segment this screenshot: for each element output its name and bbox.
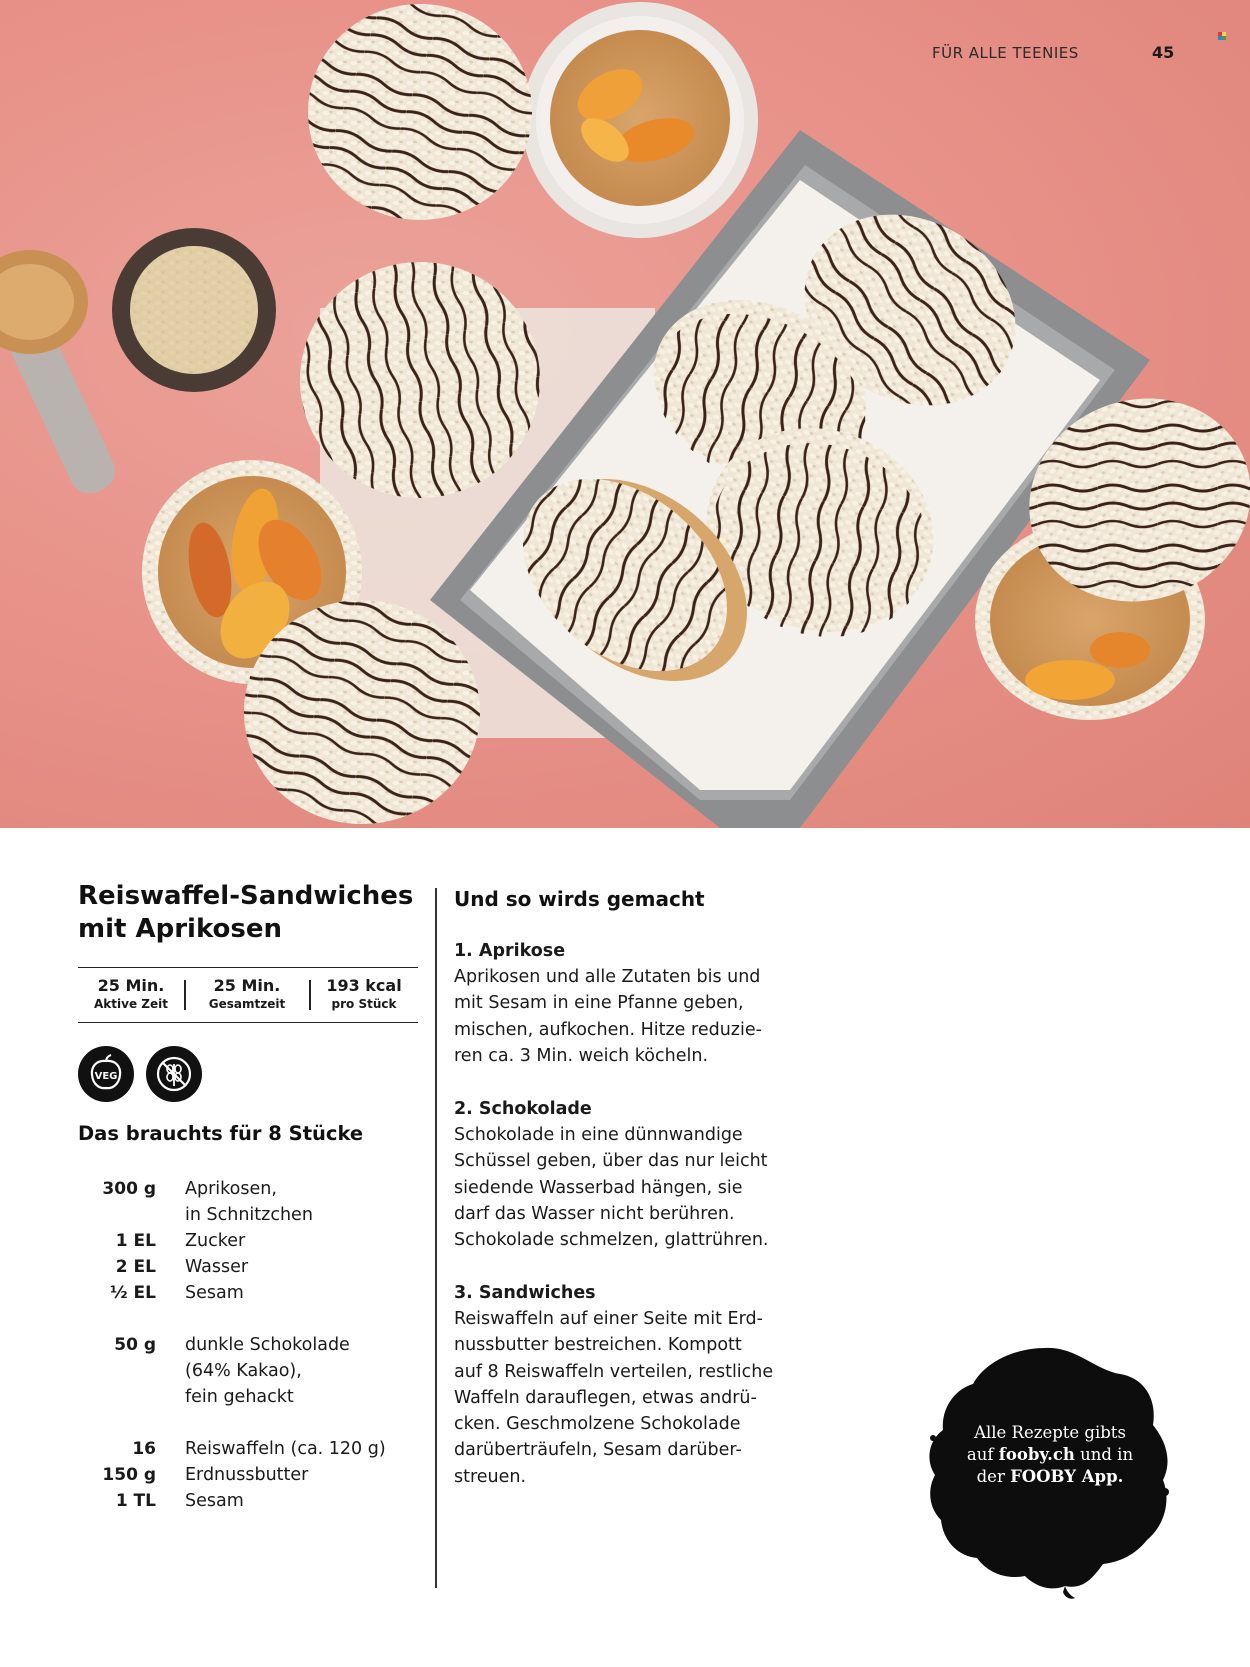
ingredient-name: Wasser — [185, 1257, 249, 1277]
stat-label: pro Stück — [331, 997, 397, 1011]
ingredient-name: Aprikosen, — [185, 1179, 277, 1199]
step-text: Schüssel geben, über das nur leicht — [454, 1151, 768, 1172]
promo-text-part: und in — [1074, 1445, 1134, 1464]
ingredient-row — [78, 1384, 418, 1410]
step-text: cken. Geschmolzene Schokolade — [454, 1414, 741, 1435]
ingredient-name: fein gehackt — [185, 1387, 294, 1407]
ingredient-name: Sesam — [185, 1283, 244, 1303]
step-title: 1. Aprikose — [454, 941, 566, 961]
step-text: auf 8 Reiswaffeln verteilen, restliche — [454, 1361, 774, 1382]
recipe-stats — [78, 967, 418, 1023]
ingredient-qty: 50 g — [114, 1335, 156, 1355]
fooby-link[interactable]: fooby.ch — [998, 1445, 1075, 1464]
step-title: 3. Sandwiches — [454, 1283, 596, 1303]
hero-photo — [0, 0, 1250, 828]
title-line-1: Reiswaffel-Sandwiches — [78, 881, 414, 911]
method-heading: Und so wirds gemacht — [454, 887, 705, 911]
veg-label: VEG — [94, 1071, 118, 1082]
step-text: Aprikosen und alle Zutaten bis und — [454, 967, 761, 987]
section-label: FÜR ALLE TEENIES — [932, 44, 1079, 62]
ingredients-heading: Das brauchts für 8 Stücke — [78, 1122, 364, 1145]
ingredient-row — [78, 1358, 418, 1384]
step-text: nussbutter bestreichen. Kompott — [454, 1335, 742, 1356]
ingredient-row — [78, 1176, 418, 1202]
step-title: 2. Schokolade — [454, 1099, 592, 1119]
ingredient-row — [78, 1332, 418, 1358]
title-line-2: mit Aprikosen — [78, 914, 283, 944]
ingredient-row — [78, 1254, 418, 1280]
ingredient-qty: 150 g — [102, 1465, 156, 1485]
ingredient-qty: 16 — [132, 1439, 156, 1459]
ingredient-name: Sesam — [185, 1491, 244, 1511]
fooby-app-label: FOOBY App. — [1010, 1467, 1124, 1486]
step-text: mischen, aufkochen. Hitze reduzie- — [454, 1019, 762, 1040]
step-3 — [454, 1280, 834, 1490]
stat-calories — [310, 976, 418, 1012]
ingredient-qty: 1 EL — [115, 1231, 156, 1251]
promo-line-3 — [950, 1466, 1150, 1488]
ingredient-qty: ½ EL — [110, 1283, 156, 1303]
food-illustration — [0, 0, 1250, 828]
ingredient-name: (64% Kakao), — [185, 1361, 302, 1381]
ingredient-name: Reiswaffeln (ca. 120 g) — [185, 1439, 386, 1459]
step-text: Reiswaffeln auf einer Seite mit Erd- — [454, 1309, 763, 1329]
stat-value: 25 Min. — [213, 976, 281, 995]
step-2 — [454, 1096, 834, 1253]
veg-icon — [78, 1046, 134, 1102]
step-text: darüberträufeln, Sesam darüber- — [454, 1440, 742, 1461]
gluten-free-icon — [146, 1046, 202, 1102]
recipe-title — [78, 880, 418, 946]
stat-value: 25 Min. — [97, 976, 165, 995]
step-text: ren ca. 3 Min. weich köcheln. — [454, 1045, 709, 1066]
ingredient-name: Erdnussbutter — [185, 1465, 309, 1485]
ingredient-qty: 1 TL — [115, 1491, 156, 1511]
column-divider — [435, 888, 437, 1588]
ingredient-qty: 300 g — [102, 1179, 156, 1199]
ingredient-row — [78, 1280, 418, 1306]
step-text: Waffeln darauflegen, etwas andrü- — [454, 1387, 757, 1408]
promo-line-2 — [950, 1444, 1150, 1466]
promo-text-part: auf — [966, 1445, 999, 1464]
promo-text-part: der — [976, 1467, 1011, 1486]
ingredient-row — [78, 1462, 418, 1488]
stat-active-time — [78, 976, 184, 1012]
stat-label: Gesamtzeit — [208, 997, 286, 1011]
ingredient-row — [78, 1488, 418, 1514]
print-color-mark — [1218, 32, 1226, 40]
promo-line-1: Alle Rezepte gibts — [974, 1423, 1126, 1442]
ingredient-name: in Schnitzchen — [185, 1205, 313, 1225]
stat-value: 193 kcal — [326, 976, 402, 995]
ingredient-row — [78, 1228, 418, 1254]
step-text: Schokolade schmelzen, glattrühren. — [454, 1230, 769, 1251]
stat-total-time — [185, 976, 309, 1012]
step-text: siedende Wasserbad hängen, sie — [454, 1177, 743, 1198]
ingredient-row — [78, 1202, 418, 1228]
step-text: streuen. — [454, 1466, 527, 1487]
method-header — [454, 884, 824, 914]
promo-text — [950, 1422, 1150, 1488]
step-text: Schokolade in eine dünnwandige — [454, 1125, 743, 1145]
ingredient-qty: 2 EL — [115, 1257, 156, 1277]
ingredient-name: dunkle Schokolade — [185, 1335, 350, 1355]
step-1 — [454, 938, 834, 1069]
step-text: mit Sesam in eine Pfanne geben, — [454, 993, 744, 1014]
page-number: 45 — [1152, 43, 1175, 62]
ingredient-row — [78, 1436, 418, 1462]
step-text: darf das Wasser nicht berühren. — [454, 1203, 735, 1224]
stat-label: Aktive Zeit — [94, 997, 168, 1011]
ingredient-name: Zucker — [185, 1231, 246, 1251]
